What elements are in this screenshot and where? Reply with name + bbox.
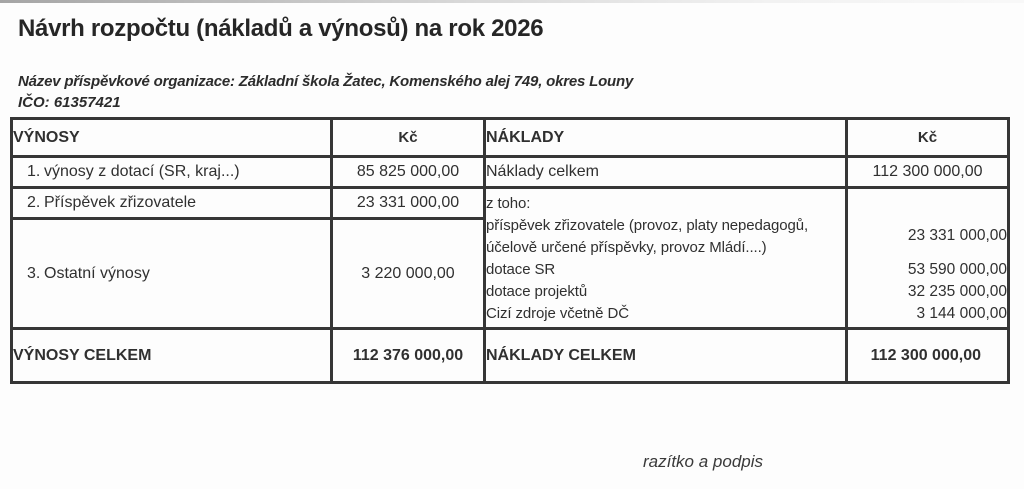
costs-total-amount: 112 300 000,00 xyxy=(847,329,1009,383)
budget-table xyxy=(10,117,1010,384)
breakdown-amount-spacer xyxy=(848,192,1007,214)
revenue-item-1-label: výnosy z dotací (SR, kraj...) xyxy=(44,163,240,180)
table-header-row xyxy=(12,119,1009,157)
costs-total-row-amount: 112 300 000,00 xyxy=(847,157,1009,188)
costs-total-row-label: Náklady celkem xyxy=(485,157,847,188)
revenue-item-2 xyxy=(12,188,332,219)
revenue-item-3-amount: 3 220 000,00 xyxy=(332,219,485,329)
costs-breakdown-amounts xyxy=(847,188,1009,329)
revenue-item-2-number: 2. xyxy=(27,194,41,211)
costs-breakdown-item-1-amount: 23 331 000,00 xyxy=(907,227,1007,244)
ico-number-line: IČO: 61357421 xyxy=(18,94,121,111)
costs-total-label: NÁKLADY CELKEM xyxy=(485,329,847,383)
costs-breakdown-item-1-line-2: účelově určené příspěvky, provoz Mládí....) xyxy=(486,238,767,256)
revenue-item-3 xyxy=(12,219,332,329)
costs-breakdown-item-2-label: dotace SR xyxy=(486,260,556,278)
page-title: Návrh rozpočtu (nákladů a výnosů) na rok 2026 xyxy=(18,15,544,42)
revenue-item-1-amount: 85 825 000,00 xyxy=(332,157,485,188)
costs-breakdown-item-3-label: dotace projektů xyxy=(486,282,588,300)
table-row xyxy=(12,188,1009,219)
costs-breakdown-item-4-amount: 3 144 000,00 xyxy=(916,304,1007,322)
table-row xyxy=(12,157,1009,188)
costs-breakdown-item-4-label: Cizí zdroje včetně DČ xyxy=(486,304,629,322)
organization-name-line: Název příspěvkové organizace: Základní škola Žatec, Komenského alej 749, okres Louny xyxy=(18,73,634,90)
costs-breakdown-item-3-amount: 32 235 000,00 xyxy=(907,282,1007,300)
revenue-item-3-number: 3. xyxy=(27,264,41,282)
revenue-item-1 xyxy=(12,157,332,188)
revenues-total-amount: 112 376 000,00 xyxy=(332,329,485,383)
costs-breakdown-item-1-line-1: příspěvek zřizovatele (provoz, platy nepedagogů, xyxy=(486,216,809,234)
table-total-row xyxy=(12,329,1009,383)
revenue-item-2-amount: 23 331 000,00 xyxy=(332,188,485,219)
revenue-item-2-label: Příspěvek zřizovatele xyxy=(44,194,197,211)
costs-breakdown-labels xyxy=(485,188,847,329)
costs-breakdown-item-2-amount: 53 590 000,00 xyxy=(907,260,1007,278)
scan-edge-artifact xyxy=(0,0,1024,3)
revenues-currency-header: Kč xyxy=(332,119,485,157)
revenues-total-label: VÝNOSY CELKEM xyxy=(12,329,332,383)
revenues-header: VÝNOSY xyxy=(12,119,332,157)
revenue-item-1-number: 1. xyxy=(27,163,41,180)
costs-currency-header: Kč xyxy=(847,119,1009,157)
costs-breakdown-intro: z toho: xyxy=(486,194,531,212)
stamp-and-signature-note: razítko a podpis xyxy=(643,452,764,471)
revenue-item-3-label: Ostatní výnosy xyxy=(44,264,150,282)
costs-header: NÁKLADY xyxy=(485,119,847,157)
